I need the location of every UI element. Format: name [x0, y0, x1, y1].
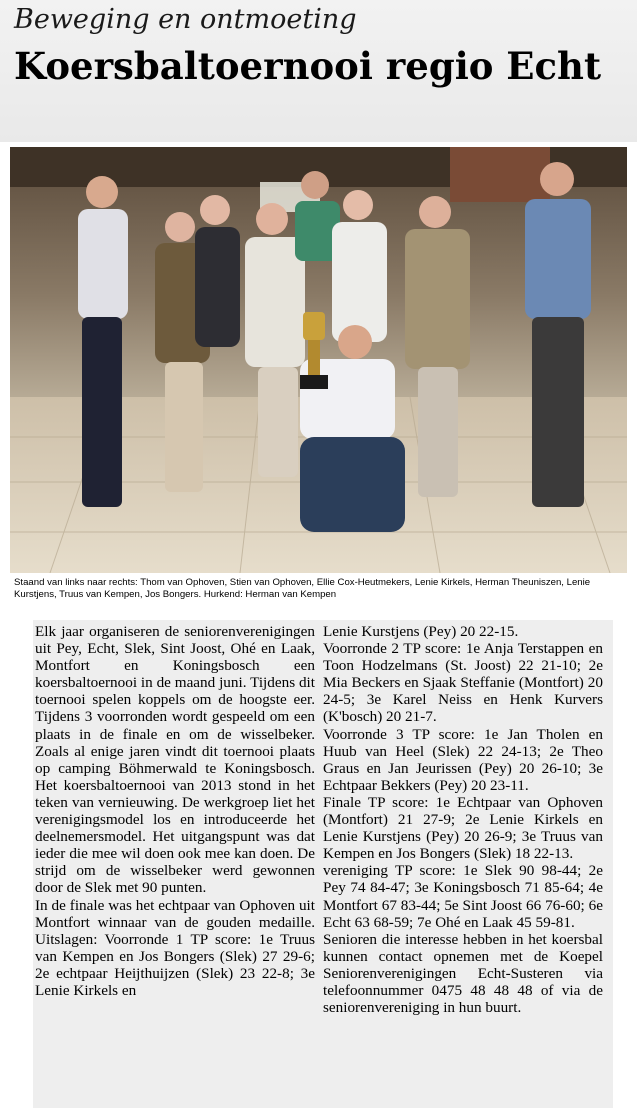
article-body: [33, 620, 613, 1108]
group-photo: [10, 147, 627, 573]
article-paragraph: vereniging TP score: 1e Slek 90 98-44; 2e Pey 74 84-47; 3e Koningsbosch 71 85-64; 4e Montfort 67 83-44; 5e Sint Joost 66 76-60; 6e Echt 63 68-59; 7e Ohé en Laak 45 59-81.: [323, 862, 603, 931]
article-paragraph: Elk jaar organiseren de seniorenverenigingen uit Pey, Echt, Slek, Sint Joost, Ohé en Laak, Montfort en Koningsbosch een koersbaltoernooi in de maand juni. Tijdens dit toernooi spelen koppels om de hoogste eer. Tijdens 3 voorronden wordt gespeeld om een plaats in de finale en om de wisselbeker. Zoals al enige jaren vindt dit toernooi plaats op camping Böhmerwald te Koningsbosch. Het koersbaltoernooi van 2013 stond in het teken van vernieuwing. De werkgroep liet het verenigingsmodel los en introduceerde het deelnemersmodel. Het uitgangspunt was dat ieder die mee wil doen ook mee kan doen. De strijd om de wisselbeker werd gewonnen door de Slek met 90 punten.: [35, 623, 315, 897]
article-paragraph: Lenie Kurstjens (Pey) 20 22-15.: [323, 623, 519, 640]
article-paragraph: In de finale was het echtpaar van Ophoven uit Montfort winnaar van de gouden medaille. Uitslagen: Voorronde 1 TP score: 1e Truus van Kempen en Jos Bongers (Slek) 27 29-6; 2e echtpaar Heijthuijzen (Slek) 23 22-8; 3e Lenie Kirkels en: [35, 896, 315, 999]
article-column-right: [323, 623, 603, 1016]
section-kicker: Beweging en ontmoeting: [14, 4, 357, 35]
article-title: Koersbaltoernooi regio Echt: [14, 44, 602, 88]
group-photo-illustration: [10, 147, 627, 573]
article-header: [0, 0, 637, 142]
article-paragraph: Voorronde 2 TP score: 1e Anja Terstappen en Toon Hodzelmans (St. Joost) 22 21-10; 2e Mia Beckers en Sjaak Steffanie (Montfort) 20 24-5; 3e Karel Neiss en Henk Kurvers (K'bosch) 20 21-7.: [323, 640, 603, 726]
article-paragraph: Voorronde 3 TP score: 1e Jan Tholen en Huub van Heel (Slek) 22 24-13; 2e Theo Graus en Jan Jeurissen (Pey) 20 26-10; 3e Echtpaar Bekkers (Pey) 20 23-11.: [323, 725, 603, 794]
photo-caption: Staand van links naar rechts: Thom van Ophoven, Stien van Ophoven, Ellie Cox-Heutmekers, Lenie Kirkels, Herman Theuniszen, Lenie Kurstjens, Truus van Kempen, Jos Bongers. Hurkend: Herman van Kempen: [14, 577, 591, 600]
article-column-left: [35, 623, 315, 999]
article-paragraph: Senioren die interesse hebben in het koersbal kunnen contact opnemen met de Koepel Seniorenverenigingen Echt-Susteren via telefoonnummer 0475 48 48 48 of via de seniorenvereniging in hun buurt.: [323, 930, 603, 1017]
article-paragraph: Finale TP score: 1e Echtpaar van Ophoven (Montfort) 21 27-9; 2e Lenie Kirkels en Lenie Kurstjens (Pey) 20 26-9; 3e Truus van Kempen en Jos Bongers (Slek) 18 22-13.: [323, 793, 603, 863]
